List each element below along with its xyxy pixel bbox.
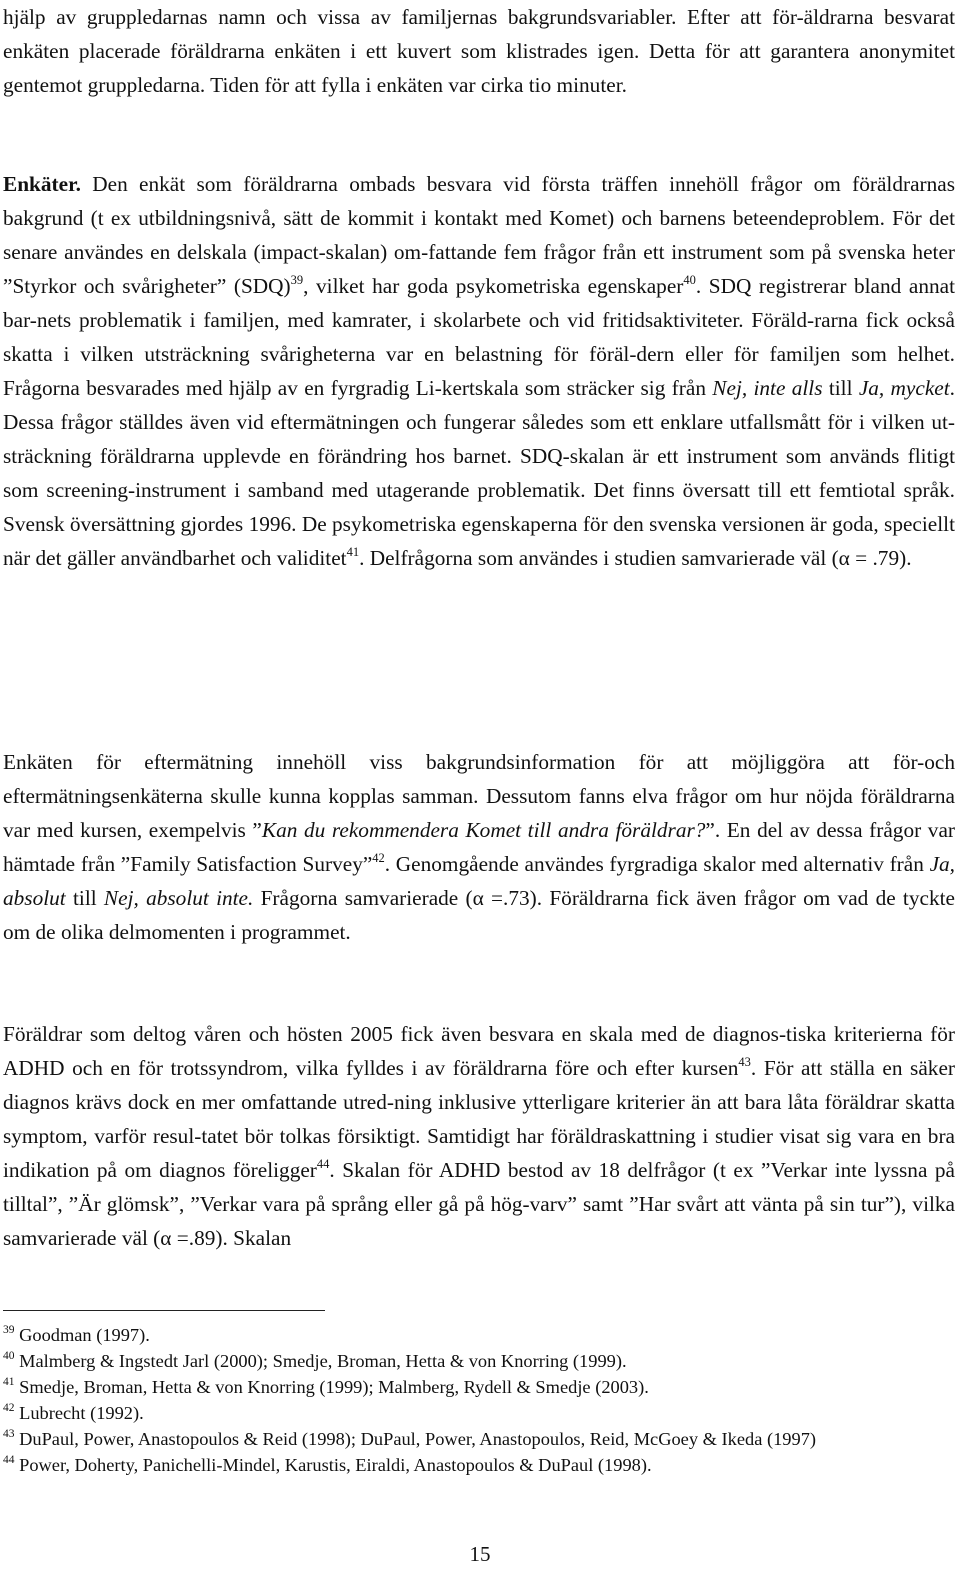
footnote-reference: 40 bbox=[683, 273, 696, 287]
text-run: . För att ställa en säker diagnos krävs dock en mer omfattande utred-ning inklusive ytterligare kriterier än att bara låta föräldrar skatta symptom, varför resul-tatet bör tolkas försiktigt. Samtidigt har föräldraskattning i studier visat sig vara en bra indikation på om diagnos föreligger bbox=[3, 1056, 955, 1182]
footnote-39 bbox=[3, 1322, 955, 1348]
paragraph-eftermatning bbox=[3, 745, 955, 949]
footnote-text: Lubrecht (1992). bbox=[14, 1403, 144, 1423]
text-run: Den enkät som föräldrarna ombads besvara vid första träffen innehöll frågor om föräldrarnas bakgrund (t ex utbildningsnivå, sätt de kommit i kontakt med Komet) och barnens beteendeproblem. För det senare användes en delskala (impact-skalan) om-fattande fem frågor från ett instrument som på svenska heter ”Styrkor och svårigheter” (SDQ) bbox=[3, 172, 955, 298]
footnote-reference: 39 bbox=[290, 273, 304, 287]
text-run: till bbox=[65, 886, 104, 910]
footnote-reference: 41 bbox=[346, 545, 360, 559]
footnotes bbox=[3, 1322, 955, 1478]
footnote-42 bbox=[3, 1400, 955, 1426]
footnote-text: DuPaul, Power, Anastopoulos & Reid (1998); DuPaul, Power, Anastopoulos, Reid, McGoey & Ikeda (1997) bbox=[14, 1429, 817, 1449]
italic-text: Kan du rekommendera Komet till andra föräldrar? bbox=[261, 818, 706, 842]
footnote-divider bbox=[3, 1310, 325, 1311]
text-run: hjälp av gruppledarnas namn och vissa av familjernas bakgrundsvariabler. Efter att för-äldrarna besvarat enkäten placerade föräldrarna enkäten i ett kuvert som klistrades igen. Detta för att garantera anonymitet gentemot gruppledarna. Tiden för att fylla i enkäten var cirka tio minuter. bbox=[3, 5, 955, 97]
footnote-reference: 44 bbox=[316, 1157, 330, 1171]
footnote-number: 43 bbox=[3, 1428, 15, 1440]
text-run: . SDQ registrerar bland annat bar-nets problematik i familjen, med kamrater, i skolarbete och vid fritidsaktiviteter. Föräld-rarna fick också skatta i vilken utsträckning svårigheterna var en belastning för föräl-dern eller för familjen som helhet. Frågorna besvarades med hjälp av en fyrgradig Li-kertskala som sträcker sig från bbox=[3, 274, 955, 400]
footnote-number: 41 bbox=[3, 1376, 15, 1388]
paragraph-adhd-scale bbox=[3, 1017, 955, 1255]
footnote-text: Malmberg & Ingstedt Jarl (2000); Smedje, Broman, Hetta & von Knorring (1999). bbox=[14, 1351, 627, 1371]
italic-text: Ja, mycket bbox=[858, 376, 950, 400]
italic-text: Nej, absolut inte. bbox=[103, 886, 254, 910]
text-run: . Genomgående användes fyrgradiga skalor med alternativ från bbox=[384, 852, 930, 876]
footnote-number: 39 bbox=[3, 1324, 15, 1336]
footnote-41 bbox=[3, 1374, 955, 1400]
text-run: Frågorna samvarierade (α =.73). Föräldrarna fick även frågor om vad de tyckte om de olika delmomenten i programmet. bbox=[3, 886, 955, 944]
footnote-text: Smedje, Broman, Hetta & von Knorring (1999); Malmberg, Rydell & Smedje (2003). bbox=[14, 1377, 649, 1397]
footnote-text: Goodman (1997). bbox=[14, 1325, 150, 1345]
footnote-44 bbox=[3, 1452, 955, 1478]
footnote-text: Power, Doherty, Panichelli-Mindel, Karustis, Eiraldi, Anastopoulos & DuPaul (1998). bbox=[14, 1455, 652, 1475]
text-run: . Dessa frågor ställdes även vid eftermätningen och fungerar således som ett enklare utfallsmått för i vilken ut-sträckning föräldrarna upplevde en förändring hos barnet. SDQ-skalan är ett instrument som används flitigt som screening-instrument i samband med utagerande problematik. Det finns översatt till ett femtiotal språk. Svensk översättning gjordes 1996. De psykometriska egenskaperna för den svenska versionen är goda, speciellt när det gäller användbarhet och validitet bbox=[3, 376, 955, 570]
italic-text: Nej, inte alls bbox=[712, 376, 823, 400]
footnote-43 bbox=[3, 1426, 955, 1452]
footnote-number: 44 bbox=[3, 1454, 15, 1466]
italic-text: Ja, absolut bbox=[3, 852, 955, 910]
text-run: till bbox=[822, 376, 859, 400]
text-run: , vilket har goda psykometriska egenskaper bbox=[303, 274, 684, 298]
page-number: 15 bbox=[469, 1542, 491, 1566]
footnote-number: 40 bbox=[3, 1350, 15, 1362]
text-run: . Delfrågorna som användes i studien samvarierade väl (α = .79). bbox=[359, 546, 912, 570]
paragraph-enkater bbox=[3, 167, 955, 575]
bold-heading: Enkäter. bbox=[3, 172, 81, 196]
text-run: . Skalan för ADHD bestod av 18 delfrågor (t ex ”Verkar inte lyssna på tilltal”, ”Är glömsk”, ”Verkar vara på språng eller gå på hög-varv” samt ”Har svårt att vänta på sin tur”), vilka samvarierade väl (α =.89). Skalan bbox=[3, 1158, 955, 1250]
footnote-reference: 43 bbox=[738, 1055, 751, 1069]
text-run: ”. En del av dessa frågor var hämtade från ”Family Satisfaction Survey” bbox=[3, 818, 955, 876]
footnote-number: 42 bbox=[3, 1402, 15, 1414]
text-run: Föräldrar som deltog våren och hösten 2005 fick även besvara en skala med de diagnos-tiska kriterierna för ADHD och en för trotssyndrom, vilka fylldes i av föräldrarna före och efter kursen bbox=[3, 1022, 955, 1080]
paragraph-intro bbox=[3, 0, 955, 102]
text-run: Enkäten för eftermätning innehöll viss bakgrundsinformation för att möjliggöra att för-och eftermätningsenkäterna skulle kunna kopplas samman. Dessutom fanns elva frågor om hur nöjda föräldrarna var med kursen, exempelvis ” bbox=[3, 750, 955, 842]
footnote-40 bbox=[3, 1348, 955, 1374]
footnote-reference: 42 bbox=[372, 851, 385, 865]
